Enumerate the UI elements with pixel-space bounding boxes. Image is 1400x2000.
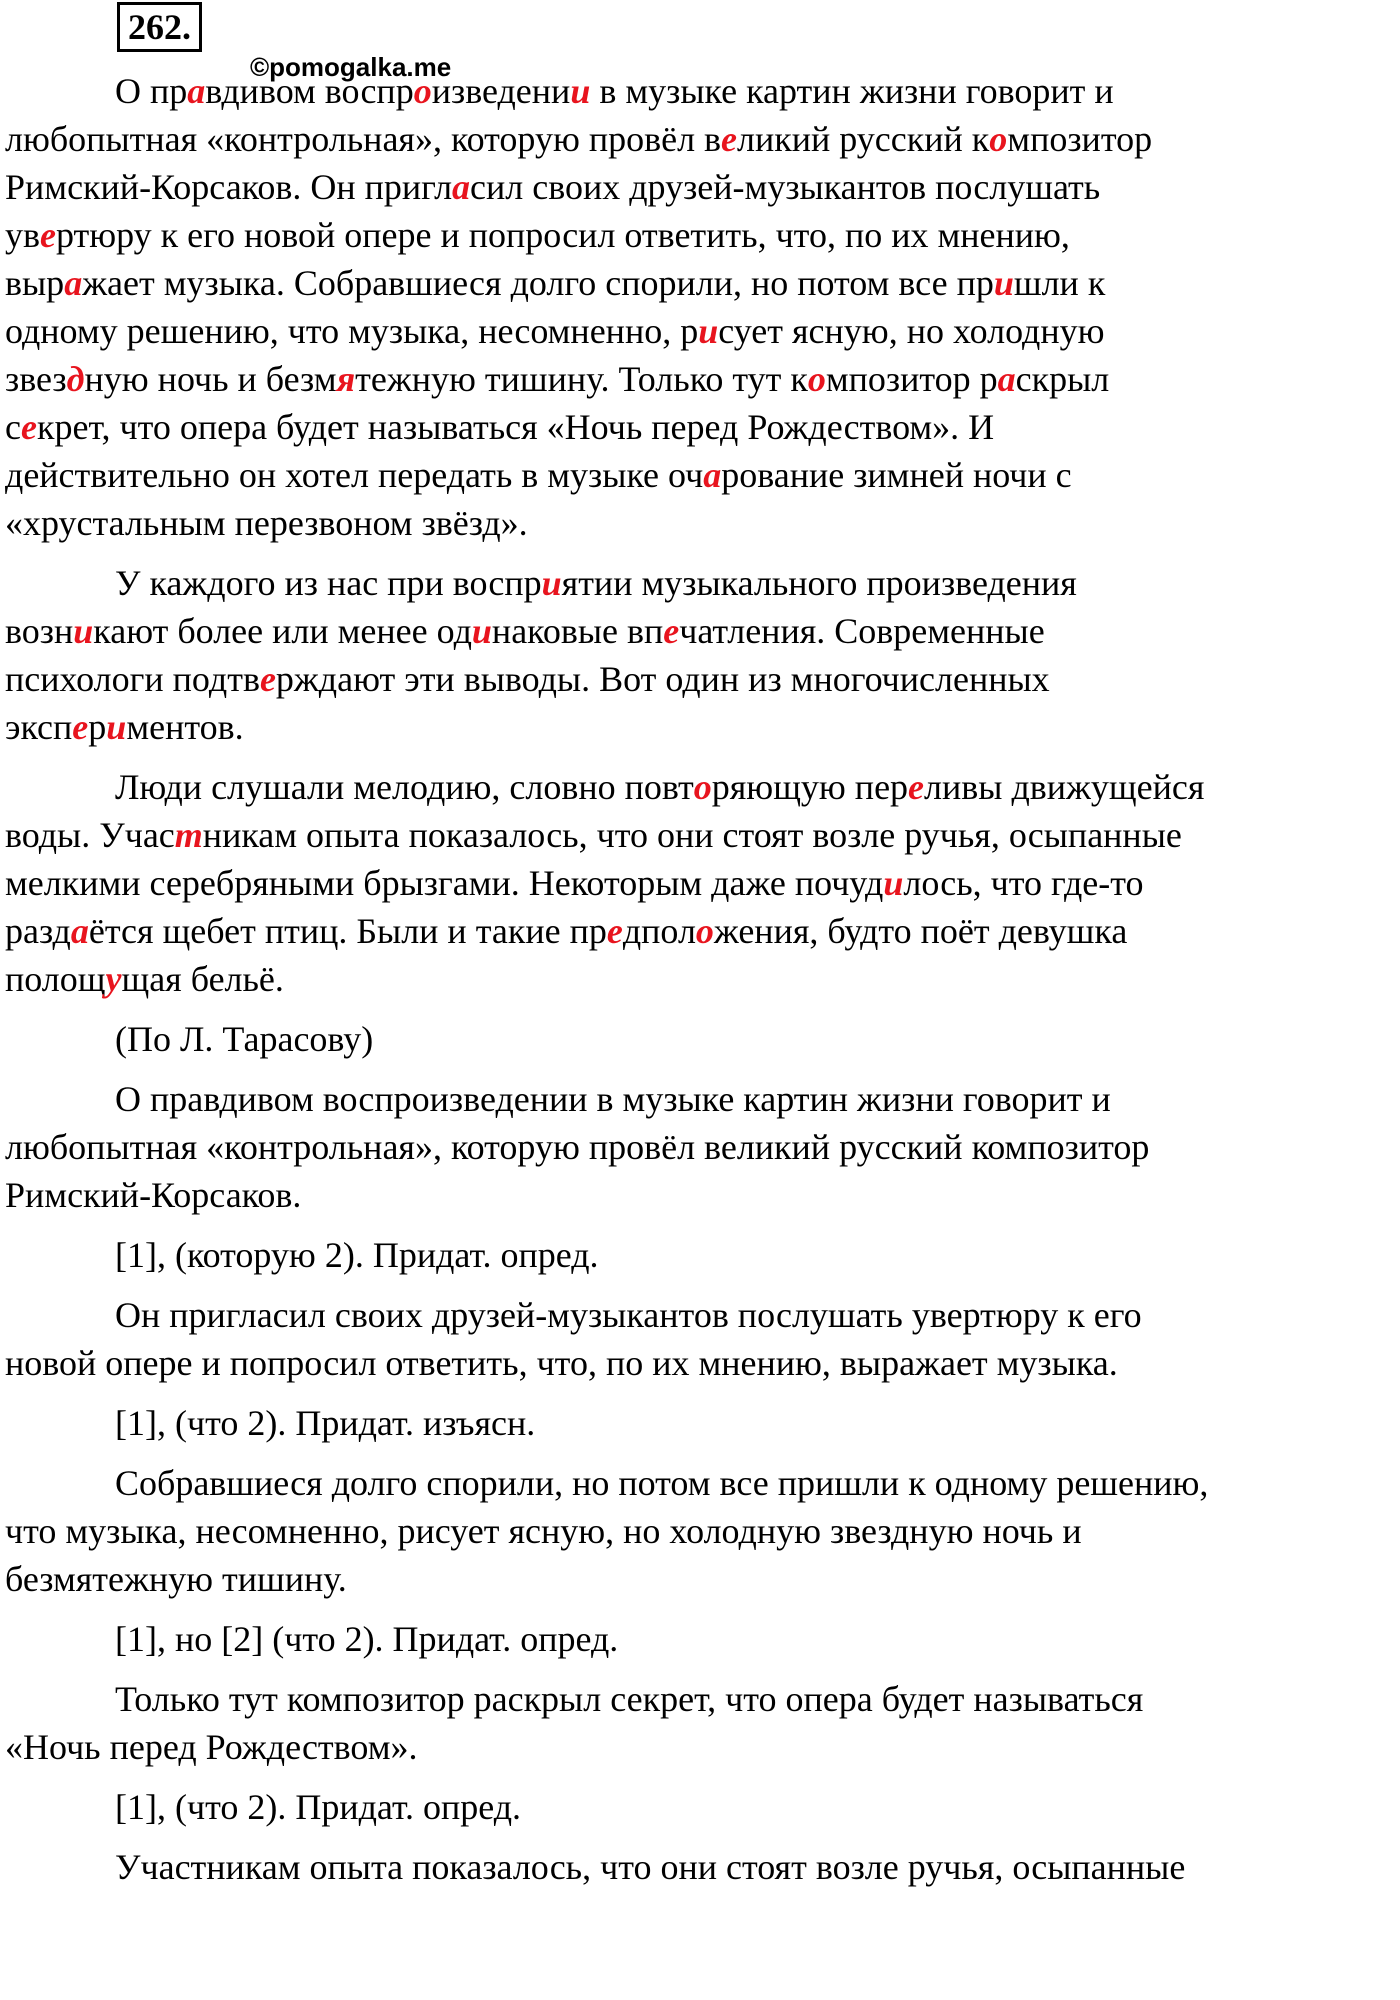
paragraph	[5, 1075, 1395, 1219]
text-segment: жает музыка. Собравшиеся долго спорили, но потом все пр	[82, 263, 994, 303]
text-segment: ятии музыкального произведения	[561, 563, 1077, 603]
text-line	[5, 859, 1395, 907]
text-line	[5, 211, 1395, 259]
text-segment: ётся щебет птиц. Были и такие пр	[88, 911, 607, 951]
paragraph	[5, 1783, 1395, 1831]
text-segment: Собравшиеся долго спорили, но потом все пришли к одному решению,	[115, 1463, 1209, 1503]
text-segment: выр	[5, 263, 65, 303]
text-segment: «Ночь перед Рождеством».	[5, 1727, 418, 1767]
text-line	[5, 1783, 1395, 1831]
highlighted-letter: а	[452, 167, 471, 207]
highlighted-letter: а	[187, 71, 206, 111]
text-line	[5, 1231, 1395, 1279]
text-line	[5, 1507, 1395, 1555]
text-segment: ментов.	[126, 707, 244, 747]
text-segment: Он пригласил своих друзей-музыкантов послушать увертюру к его	[115, 1295, 1142, 1335]
text-segment: [1], но [2] (что 2). Придат. опред.	[115, 1619, 619, 1659]
highlighted-letter: е	[40, 215, 56, 255]
text-line	[5, 763, 1395, 811]
paragraph	[5, 1459, 1395, 1603]
text-segment: эксп	[5, 707, 73, 747]
exercise-number: 262.	[117, 2, 202, 52]
text-segment: сил своих друзей-музыкантов послушать	[470, 167, 1101, 207]
text-line	[5, 499, 1395, 547]
text-line	[5, 1843, 1395, 1891]
text-segment: ную ночь и безм	[84, 359, 337, 399]
text-segment: вдивом воспр	[205, 71, 414, 111]
paragraph	[5, 67, 1395, 547]
text-segment: мелкими серебряными брызгами. Некоторым даже почуд	[5, 863, 884, 903]
watermark: ©pomogalka.me	[250, 52, 452, 82]
text-segment: крет, что опера будет называться «Ночь перед Рождеством». И	[36, 407, 995, 447]
exercise-text	[5, 67, 1395, 1891]
text-segment: О правдивом воспроизведении в музыке картин жизни говорит и	[115, 1079, 1111, 1119]
text-segment: любопытная «контрольная», которую провёл в	[5, 119, 722, 159]
text-line	[5, 1123, 1395, 1171]
highlighted-letter: и	[570, 71, 591, 111]
highlighted-letter: а	[64, 263, 83, 303]
text-segment: возн	[5, 611, 74, 651]
highlighted-letter: е	[721, 119, 738, 159]
text-segment: Участникам опыта показалось, что они стоят возле ручья, осыпанные	[115, 1847, 1186, 1887]
highlighted-letter: е	[663, 611, 680, 651]
highlighted-letter: а	[70, 911, 89, 951]
highlighted-letter: у	[105, 959, 122, 999]
text-segment: «хрустальным перезвоном звёзд».	[5, 503, 528, 543]
highlighted-letter: е	[259, 659, 276, 699]
text-line	[5, 451, 1395, 499]
text-line	[5, 955, 1395, 1003]
text-segment: кают более или менее од	[93, 611, 472, 651]
text-segment: ливы движущейся	[924, 767, 1205, 807]
text-segment: (По Л. Тарасову)	[115, 1019, 374, 1059]
highlighted-letter: о	[807, 359, 826, 399]
text-segment: любопытная «контрольная», которую провёл великий русский композитор	[5, 1127, 1150, 1167]
text-line	[5, 1171, 1395, 1219]
text-segment: скрыл	[1015, 359, 1110, 399]
text-line	[5, 259, 1395, 307]
text-segment: мпозитор	[1007, 119, 1153, 159]
text-line	[5, 355, 1395, 403]
paragraph	[5, 1615, 1395, 1663]
text-segment: [1], (что 2). Придат. изъясн.	[115, 1403, 536, 1443]
highlighted-letter: я	[336, 359, 356, 399]
text-line	[5, 1291, 1395, 1339]
text-line	[5, 607, 1395, 655]
text-segment: в музыке картин жизни говорит и	[590, 71, 1114, 111]
paragraph	[5, 559, 1395, 751]
text-line	[5, 907, 1395, 955]
paragraph	[5, 1675, 1395, 1771]
text-segment: рждают эти выводы. Вот один из многочисленных	[275, 659, 1050, 699]
highlighted-letter: а	[997, 359, 1016, 399]
text-segment: [1], (что 2). Придат. опред.	[115, 1787, 522, 1827]
text-segment: рование зимней ночи с	[721, 455, 1072, 495]
text-line	[5, 1015, 1395, 1063]
text-segment: тежную тишину. Только тут к	[355, 359, 808, 399]
text-segment: мпозитор р	[825, 359, 998, 399]
text-line	[5, 1399, 1395, 1447]
text-segment: шли к	[1013, 263, 1106, 303]
text-segment: полощ	[5, 959, 106, 999]
highlighted-letter: и	[541, 563, 562, 603]
text-segment: Только тут композитор раскрыл секрет, что опера будет называться	[115, 1679, 1144, 1719]
paragraph	[5, 1231, 1395, 1279]
text-segment: ряющую пер	[711, 767, 909, 807]
text-segment: р	[88, 707, 107, 747]
text-line	[5, 307, 1395, 355]
paragraph	[5, 763, 1395, 1003]
text-segment: психологи подтв	[5, 659, 260, 699]
text-segment: [1], (которую 2). Придат. опред.	[115, 1235, 599, 1275]
paragraph	[5, 1843, 1395, 1891]
text-segment: О пр	[115, 71, 188, 111]
text-line	[5, 1459, 1395, 1507]
highlighted-letter: и	[883, 863, 904, 903]
text-line	[5, 655, 1395, 703]
text-segment: сует ясную, но холодную	[718, 311, 1105, 351]
highlighted-letter: и	[471, 611, 492, 651]
highlighted-letter: т	[174, 815, 203, 855]
text-segment: новой опере и попросил ответить, что, по их мнению, выражает музыка.	[5, 1343, 1118, 1383]
text-line	[5, 811, 1395, 859]
text-segment: Римский-Корсаков. Он пригл	[5, 167, 453, 207]
text-line	[5, 403, 1395, 451]
text-line	[5, 1615, 1395, 1663]
paragraph	[5, 1291, 1395, 1387]
text-segment: наковые вп	[491, 611, 664, 651]
text-segment: ртюру к его новой опере и попросил ответить, что, по их мнению,	[55, 215, 1070, 255]
text-line	[5, 163, 1395, 211]
highlighted-letter: о	[693, 767, 712, 807]
highlighted-letter: о	[695, 911, 714, 951]
highlighted-letter: о	[989, 119, 1008, 159]
highlighted-letter: е	[72, 707, 89, 747]
text-segment: одному решению, что музыка, несомненно, р	[5, 311, 699, 351]
highlighted-letter: и	[698, 311, 719, 351]
highlighted-letter: и	[106, 707, 127, 747]
paragraph	[5, 1015, 1395, 1063]
text-segment: ув	[5, 215, 40, 255]
paragraph	[5, 1399, 1395, 1447]
text-segment: изведени	[431, 71, 571, 111]
text-segment: с	[5, 407, 21, 447]
text-line	[5, 115, 1395, 163]
highlighted-letter: о	[413, 71, 432, 111]
highlighted-letter: и	[993, 263, 1014, 303]
text-segment: что музыка, несомненно, рисует ясную, но холодную звездную ночь и	[5, 1511, 1082, 1551]
text-line	[5, 1075, 1395, 1123]
text-segment: дпол	[622, 911, 696, 951]
text-segment: Люди слушали мелодию, словно повт	[115, 767, 694, 807]
highlighted-letter: д	[66, 359, 85, 399]
highlighted-letter: е	[606, 911, 623, 951]
text-line	[5, 1555, 1395, 1603]
highlighted-letter: а	[703, 455, 722, 495]
text-segment: действительно он хотел передать в музыке оч	[5, 455, 704, 495]
text-segment: лось, что где-то	[903, 863, 1144, 903]
text-line	[5, 703, 1395, 751]
text-segment: Римский-Корсаков.	[5, 1175, 302, 1215]
text-segment: безмятежную тишину.	[5, 1559, 347, 1599]
text-segment: воды. Учас	[5, 815, 175, 855]
text-segment: никам опыта показалось, что они стоят возле ручья, осыпанные	[202, 815, 1182, 855]
text-line	[5, 67, 1395, 115]
text-line	[5, 1723, 1395, 1771]
text-segment: ликий русский к	[737, 119, 990, 159]
text-segment: разд	[5, 911, 71, 951]
text-segment: жения, будто поёт девушка	[713, 911, 1128, 951]
text-line	[5, 559, 1395, 607]
text-segment: чатления. Современные	[679, 611, 1045, 651]
text-line	[5, 1675, 1395, 1723]
highlighted-letter: и	[73, 611, 94, 651]
highlighted-letter: е	[908, 767, 925, 807]
text-line	[5, 1339, 1395, 1387]
highlighted-letter: е	[20, 407, 37, 447]
text-segment: У каждого из нас при воспр	[115, 563, 542, 603]
text-segment: звез	[5, 359, 67, 399]
text-segment: щая бельё.	[121, 959, 284, 999]
